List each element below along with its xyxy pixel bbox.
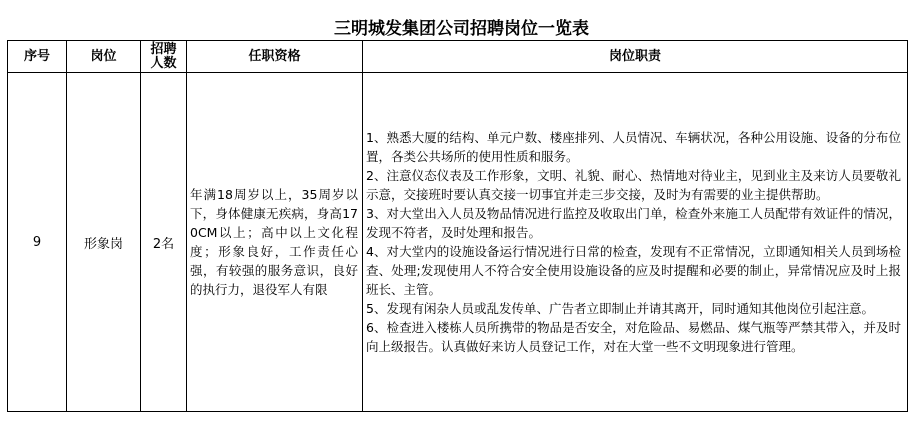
cell-qualifications — [187, 73, 363, 412]
cell-count: 2名 — [141, 73, 187, 412]
cell-index: 9 — [8, 73, 67, 412]
duty-item: 6、检查进入楼栋人员所携带的物品是否安全，对危险品、易燃品、煤气瓶等严禁其带入，并及时向上级报告。认真做好来访人员登记工作，对在大堂一些不文明现象进行管理。 — [366, 320, 901, 354]
duty-item: 2、注意仪态仪表及工作形象，文明、礼貌、耐心、热情地对待业主，见到业主及来访人员要敬礼示意，交接班时要认真交接一切事宜并走三步交接，及时为有需要的业主提供帮助。 — [366, 168, 901, 202]
recruitment-table — [7, 40, 908, 412]
duty-item: 3、对大堂出入人员及物品情况进行监控及收取出门单，检查外来施工人员配带有效证件的情况，发现不符者，及时处理和报告。 — [366, 206, 901, 240]
header-count — [141, 41, 187, 73]
duties-text — [363, 128, 907, 356]
table-row — [8, 73, 908, 412]
page-title: 三明城发集团公司招聘岗位一览表 — [334, 19, 589, 39]
duty-item: 1、熟悉大厦的结构、单元户数、楼座排列、人员情况、车辆状况，各种公用设施、设备的分布位置，各类公共场所的使用性质和服务。 — [366, 130, 901, 164]
duty-item: 5、发现有闲杂人员或乱发传单、广告者立即制止并请其离开，同时通知其他岗位引起注意。 — [366, 301, 874, 316]
header-position-label: 岗位 — [90, 48, 117, 64]
qualifications-text: 年满18周岁以上，35周岁以下，身体健康无疾病，身高170CM以上；高中以上文化程度；形象良好，工作责任心强，有较强的服务意识，良好的执行力，退役军人有限 — [190, 187, 358, 297]
header-count-label: 招聘人数 — [150, 41, 177, 71]
header-qualifications: 任职资格 — [187, 41, 363, 73]
cell-duties — [363, 73, 908, 412]
table-header-row — [8, 41, 908, 73]
cell-position: 形象岗 — [67, 73, 141, 412]
header-duties: 岗位职责 — [363, 41, 908, 73]
duty-item: 4、对大堂内的设施设备运行情况进行日常的检查，发现有不正常情况，立即通知相关人员到场检查、处理;发现使用人不符合安全使用设施设备的应及时提醒和必要的制止，异常情况应及时上报班长、主管。 — [366, 244, 901, 297]
header-position — [67, 41, 141, 73]
header-index: 序号 — [8, 41, 67, 73]
